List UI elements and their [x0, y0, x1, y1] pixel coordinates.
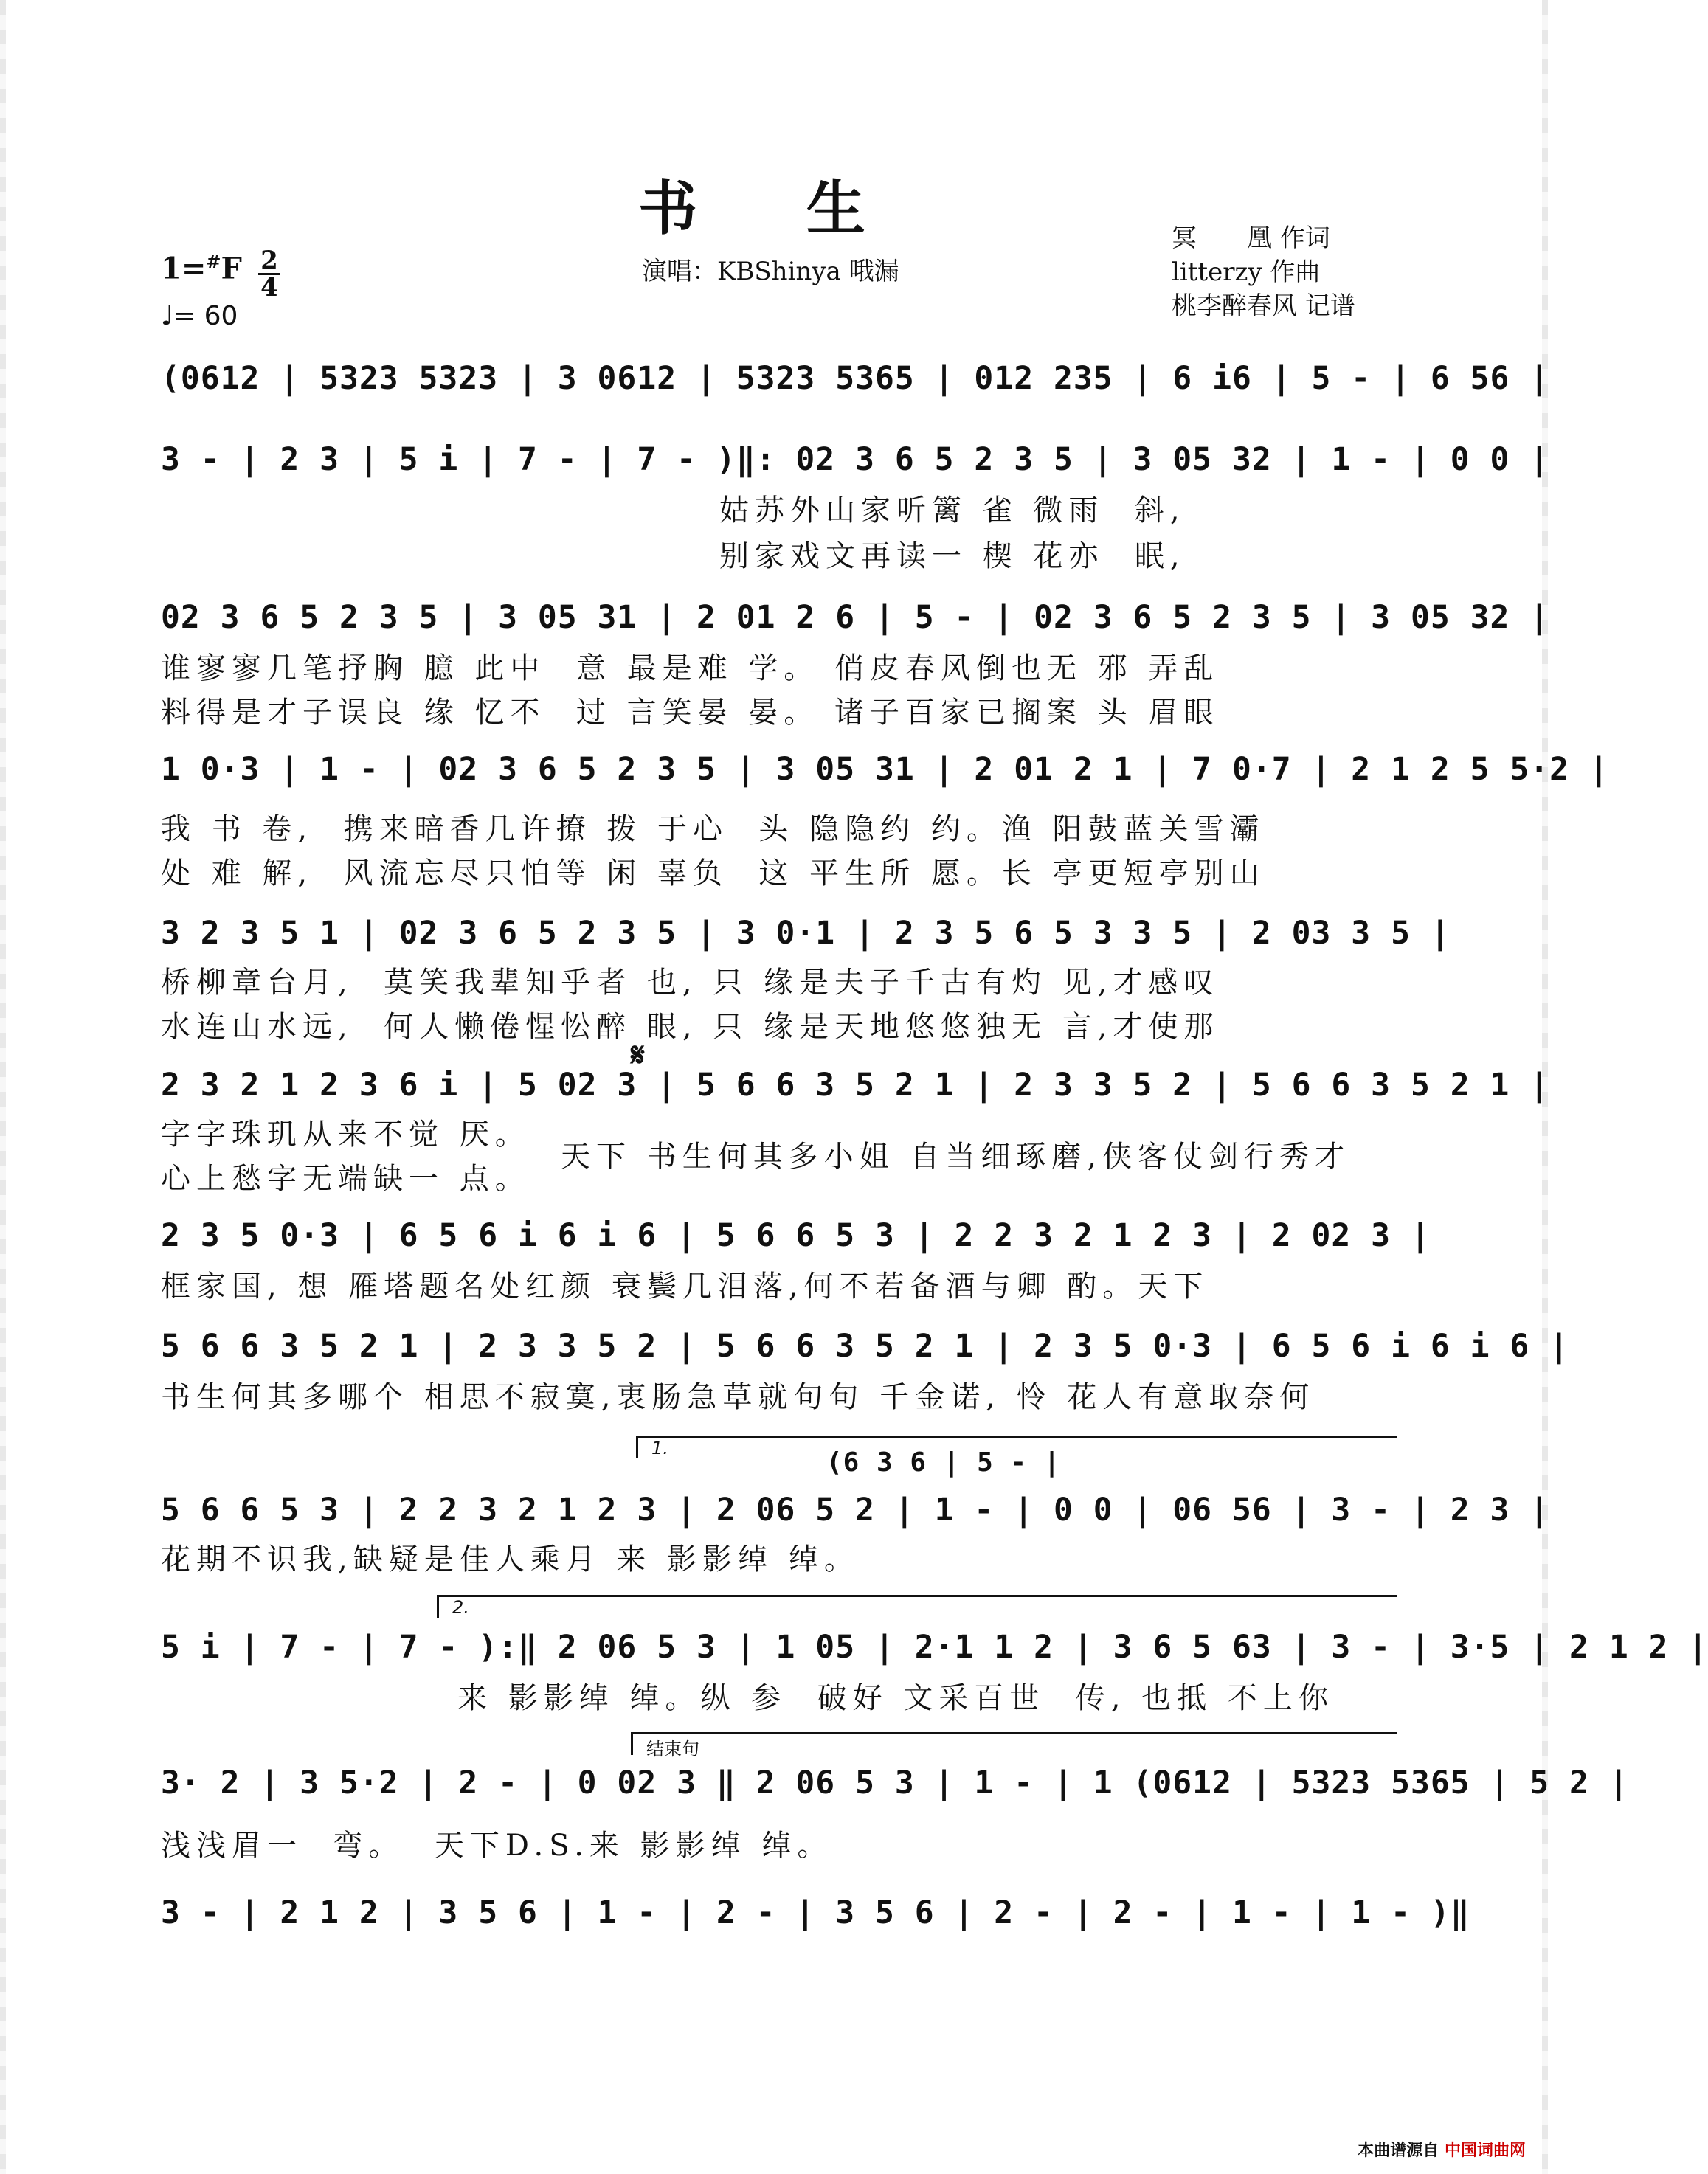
notation-row-1: (0612 | 5323 5323 | 3 0612 | 5323 5365 | 012 235 | 6 i6 | 5 - | 6 56 |: [161, 360, 1550, 397]
footer-source: [1358, 2138, 1526, 2161]
sharp-symbol: #: [206, 251, 221, 272]
notation-row-11: 3· 2 | 3 5·2 | 2 - | 0 02 3 ‖ 2 06 5 3 | 1 - | 1 (0612 | 5323 5365 | 5 2 |: [161, 1765, 1629, 1801]
notation-row-4: 1 0·3 | 1 - | 02 3 6 5 2 3 5 | 3 05 31 | 2 01 2 1 | 7 0·7 | 2 1 2 5 5·2 |: [161, 751, 1609, 788]
lyrics-row-5-verse-2: 水连山水远, 何人懒倦惺忪醉 眼, 只 缘是天地悠悠独无 言,才使那: [161, 1010, 1220, 1044]
lyrics-row-7: 框家国, 想 雁塔题名处红颜 衰鬓几泪落,何不若备酒与卿 酌。天下: [161, 1270, 1209, 1304]
notation-row-2: 3 - | 2 3 | 5 i | 7 - | 7 - )‖: 02 3 6 5 2 3 5 | 3 05 32 | 1 - | 0 0 |: [161, 441, 1550, 478]
notation-row-10: 5 i | 7 - | 7 - ):‖ 2 06 5 3 | 1 05 | 2·1 1 2 | 3 6 5 63 | 3 - | 3·5 | 2 1 2 |: [161, 1629, 1708, 1666]
lyrics-row-4-verse-2: 处 难 解, 风流忘尽只怕等 闲 辜负 这 平生所 愿。长 亭更短亭别山: [161, 856, 1265, 890]
segno-sign: 𝄋: [631, 1036, 645, 1074]
lyrics-row-3-verse-2: 料得是才子误良 缘 忆不 过 言笑晏 晏。 诸子百家已搁案 头 眉眼: [161, 696, 1220, 730]
footer-source-label: 本曲谱源自: [1358, 2142, 1439, 2160]
lyrics-row-10: 来 影影绰 绰。纵 参 破好 文采百世 传, 也抵 不上你: [457, 1681, 1334, 1715]
notation-row-8: 5 6 6 3 5 2 1 | 2 3 3 5 2 | 5 6 6 3 5 2 1 | 2 3 5 0·3 | 6 5 6 i 6 i 6 |: [161, 1328, 1570, 1365]
composer-credit: litterzy 作曲: [1172, 257, 1321, 287]
time-signature-top: 2: [260, 246, 278, 275]
coda-bracket: 结束句: [631, 1732, 1397, 1755]
lyrics-row-5-verse-1: 桥柳章台月, 莫笑我辈知乎者 也, 只 缘是夫子千古有灼 见,才感叹: [161, 966, 1220, 1000]
song-title: 书 生: [638, 173, 910, 243]
key-note: F: [221, 251, 242, 286]
lyrics-row-11: 浅浅眉一 弯。 天下D.S.来 影影绰 绰。: [161, 1829, 833, 1863]
key-signature: [161, 251, 242, 285]
footer-site-name: 中国词曲网: [1444, 2142, 1526, 2160]
lyrics-row-3-verse-1: 谁寥寥几笔抒胸 臆 此中 意 最是难 学。 俏皮春风倒也无 邪 弄乱: [161, 651, 1220, 685]
credits: [1172, 221, 1355, 323]
performer: 演唱：KBShinya 哦漏: [642, 257, 899, 286]
ossia-notes: (6 3 6 | 5 - |: [826, 1447, 1061, 1478]
time-signature-bottom: 4: [260, 273, 278, 302]
tempo-marking: ♩= 60: [161, 301, 238, 331]
notation-row-12: 3 - | 2 1 2 | 3 5 6 | 1 - | 2 - | 3 5 6 | 2 - | 2 - | 1 - | 1 - )‖: [161, 1894, 1470, 1931]
notation-row-7: 2 3 5 0·3 | 6 5 6 i 6 i 6 | 5 6 6 5 3 | 2 2 3 2 1 2 3 | 2 02 3 |: [161, 1217, 1431, 1254]
notation-row-5: 3 2 3 5 1 | 02 3 6 5 2 3 5 | 3 0·1 | 2 3 5 6 5 3 3 5 | 2 03 3 5 |: [161, 915, 1451, 952]
time-signature: [258, 246, 280, 302]
lyrics-row-2-verse-1: 姑苏外山家听篱 雀 微雨 斜,: [719, 494, 1186, 527]
first-ending-bracket: 1.: [636, 1436, 1397, 1458]
lyrics-row-9: 花期不识我,缺疑是佳人乘月 来 影影绰 绰。: [161, 1543, 860, 1576]
lyricist-credit: 冥 凰 作词: [1172, 224, 1330, 253]
lyrics-row-6-chorus: 天下 书生何其多小姐 自当细琢磨,侠客仗剑行秀才: [561, 1140, 1351, 1174]
notation-row-6: 2 3 2 1 2 3 6 i | 5 02 3 | 5 6 6 3 5 2 1 | 2 3 3 5 2 | 5 6 6 3 5 2 1 |: [161, 1067, 1550, 1104]
lyrics-row-6-verse-2: 心上愁字无端缺一 点。: [161, 1162, 530, 1196]
notation-row-3: 02 3 6 5 2 3 5 | 3 05 31 | 2 01 2 6 | 5 - | 02 3 6 5 2 3 5 | 3 05 32 |: [161, 599, 1550, 636]
notation-credit: 桃李醉春风 记谱: [1172, 291, 1355, 321]
lyrics-row-4-verse-1: 我 书 卷, 携来暗香几许撩 拨 于心 头 隐隐约 约。渔 阳鼓蓝关雪灞: [161, 812, 1265, 846]
lyrics-row-8: 书生何其多哪个 相思不寂寞,衷肠急草就句句 千金诺, 怜 花人有意取奈何: [161, 1380, 1315, 1414]
page-border-left: [0, 0, 6, 2174]
key-prefix: 1=: [161, 251, 207, 286]
notation-row-9: 5 6 6 5 3 | 2 2 3 2 1 2 3 | 2 06 5 2 | 1 - | 0 0 | 06 56 | 3 - | 2 3 |: [161, 1492, 1550, 1529]
lyrics-row-2-verse-2: 别家戏文再读一 楔 花亦 眠,: [719, 539, 1186, 573]
lyrics-row-6-verse-1: 字字珠玑从来不觉 厌。: [161, 1118, 530, 1152]
second-ending-bracket: 2.: [437, 1595, 1397, 1618]
